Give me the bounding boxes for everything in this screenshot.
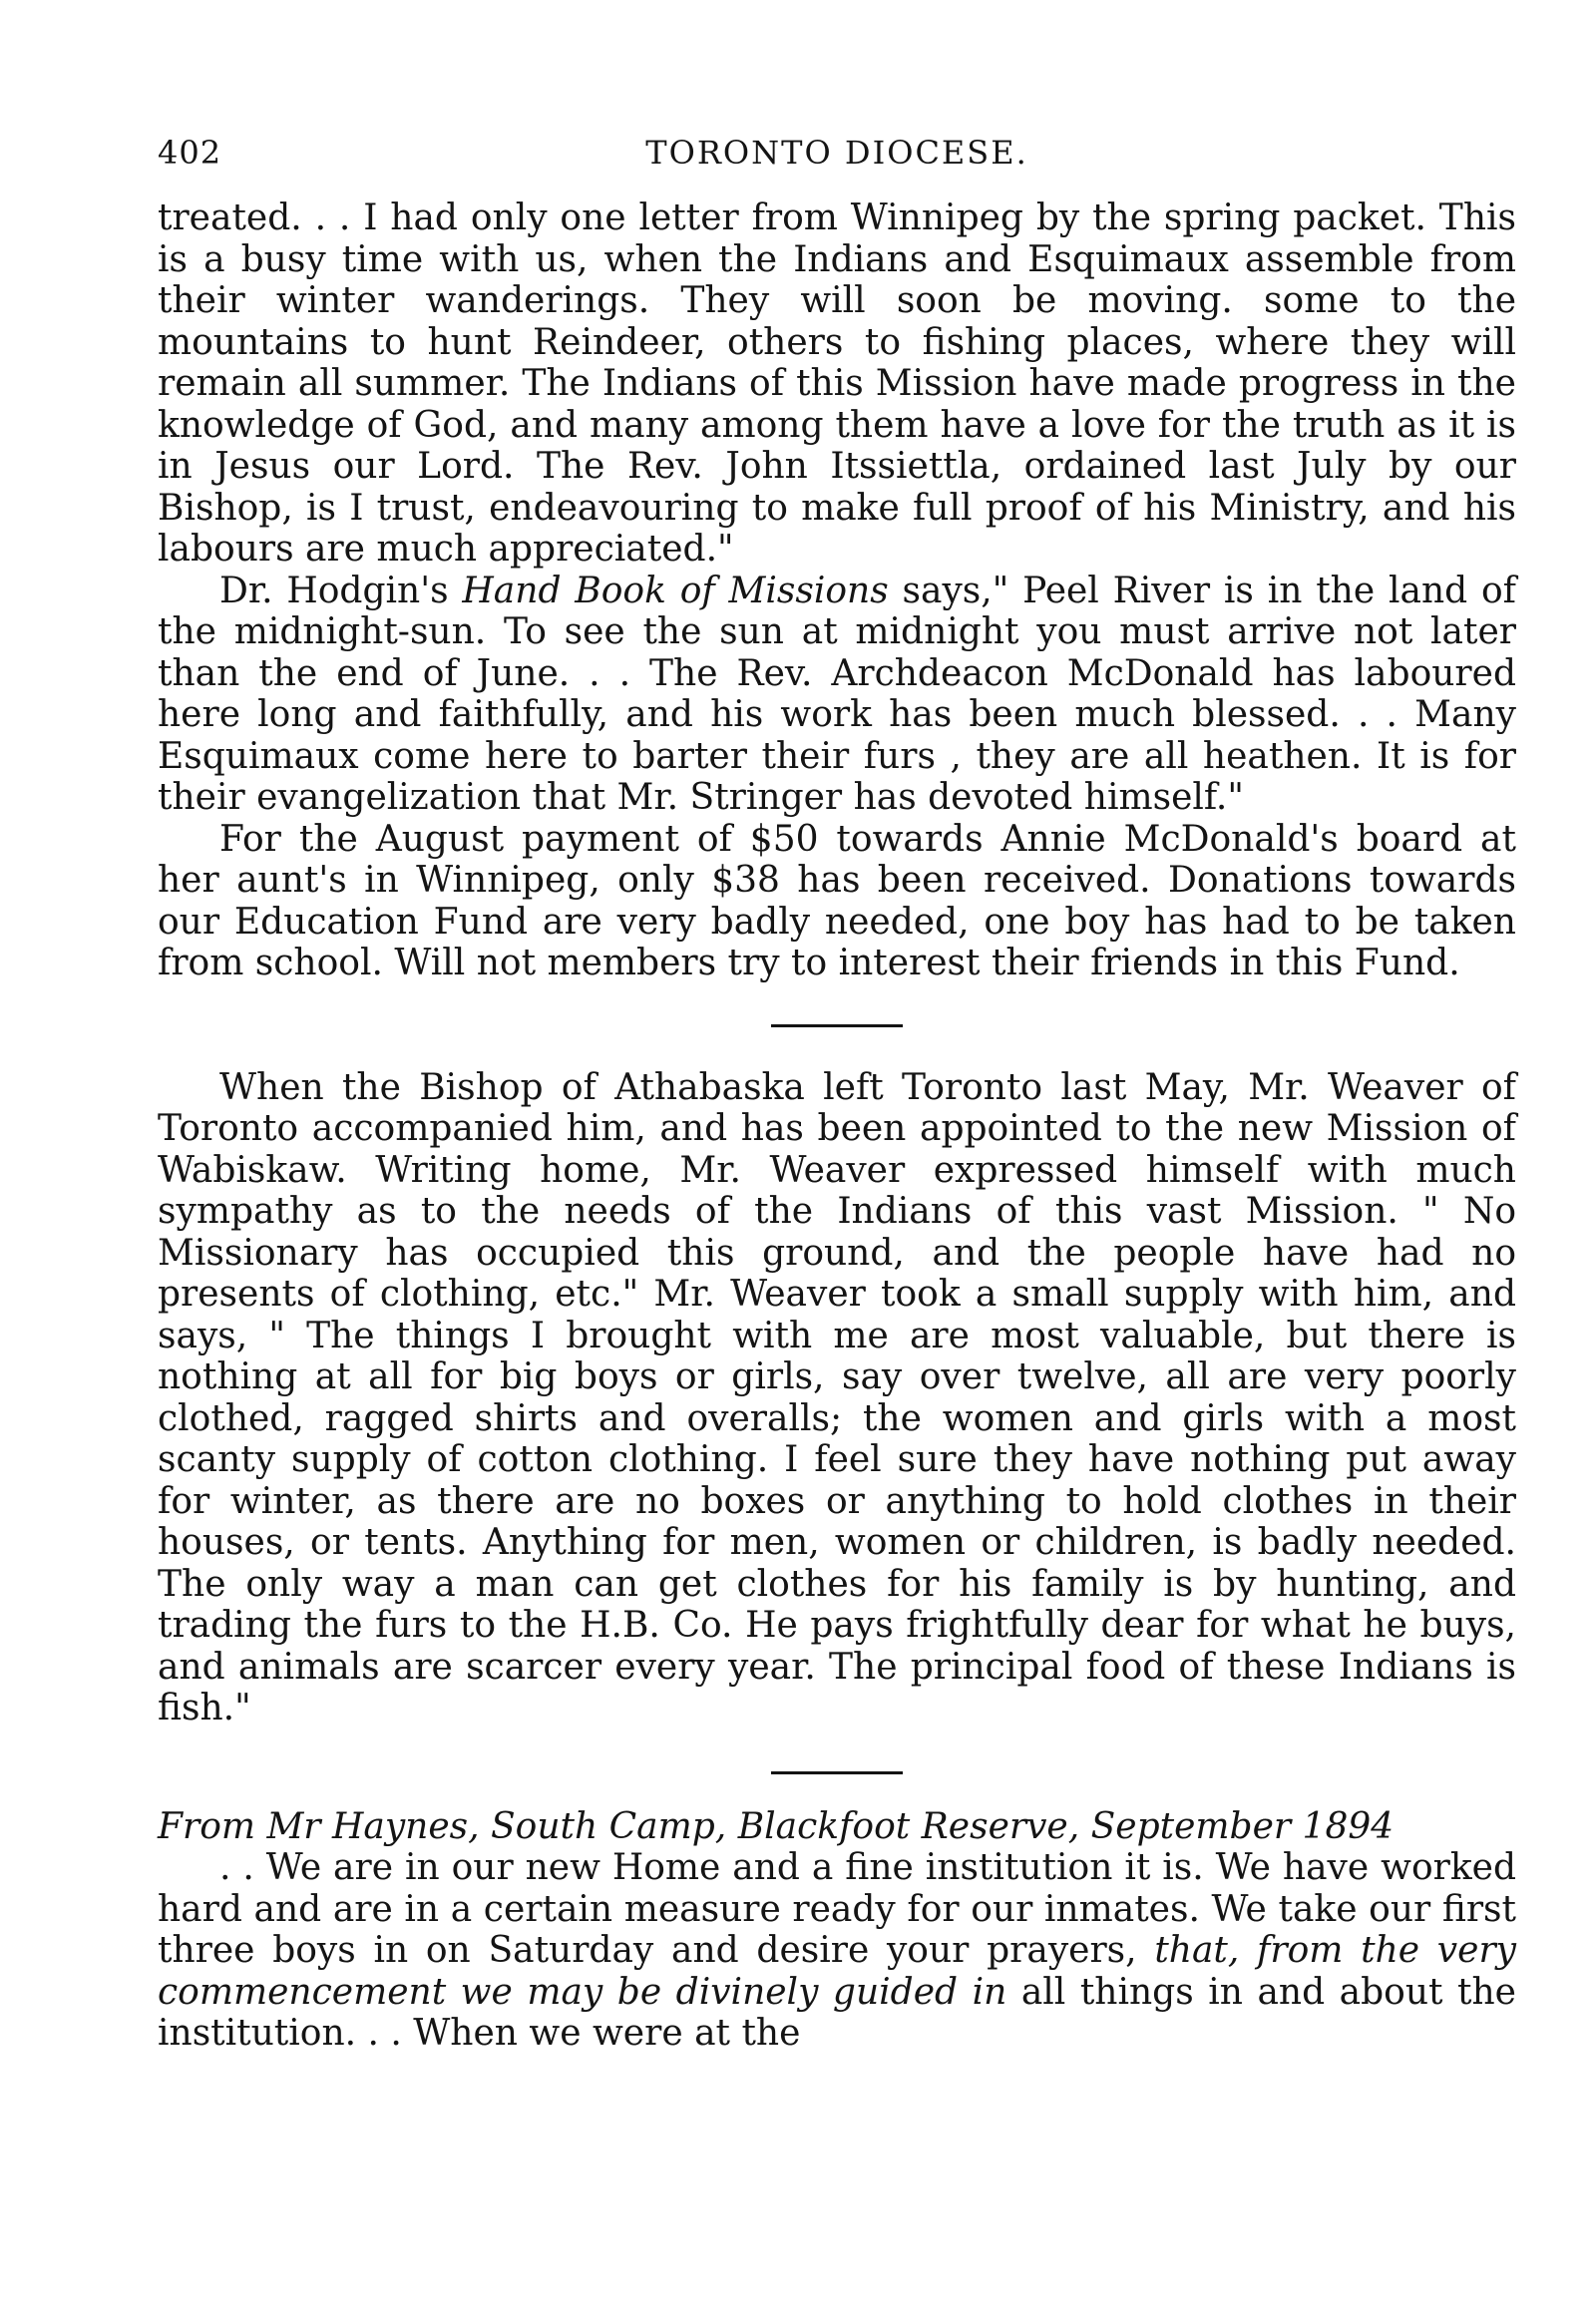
text-run: . . We are in our new Home and a fine institution it is. We have worked hard and are in a certain measure ready for our inmates. We take our first three boys in on Saturday and desire your prayers,	[158, 1847, 1516, 1971]
paragraph-hodgin-hand-book	[158, 571, 1516, 819]
running-head	[158, 126, 1516, 180]
paragraph-bishop-athabaska: When the Bishop of Athabaska left Toronto last May, Mr. Weaver of Toronto accompanied him, and has been appointed to the new Mission of Wabiskaw. Writing home, Mr. Weaver expressed himself with much sympathy as to the needs of the Indians of this vast Mission. " No Missionary has occupied this ground, and the people have had no presents of clothing, etc." Mr. Weaver took a small supply with him, and says, " The things I brought with me are most valuable, but there is nothing at all for big boys or girls, say over twelve, all are very poorly clothed, ragged shirts and overalls; the women and girls with a most scanty supply of cotton clothing. I feel sure they have nothing put away for winter, as there are no boxes or anything to hold clothes in their houses, or tents. Anything for men, women or children, is badly needed. The only way a man can get clothes for his family is by hunting, and trading the furs to the H.B. Co. He pays frightfully dear for what he buys, and animals are scarcer every year. The principal food of these Indians is fish."	[158, 1066, 1516, 1728]
document-page	[158, 126, 1516, 2055]
section-divider	[771, 1024, 903, 1027]
book-title: Hand Book of Missions	[462, 570, 889, 611]
italic-passage: that, from the very commencement we may be divinely guided in	[158, 1930, 1516, 2013]
letter-heading: From Mr Haynes, South Camp, Blackfoot Reserve, September 1894	[158, 1805, 1395, 1847]
body-text	[158, 197, 1516, 2055]
text-run: Dr. Hodgin's	[219, 570, 463, 611]
text-run: says," Peel River is in the land of the midnight-sun. To see the sun at midnight you must arrive not later than the end of June. . . The Rev. Archdeacon McDonald has laboured here long and faithfully, and his work has been much blessed. . . Many Esquimaux come here to barter their furs , they are all heathen. It is for their evangelization that Mr. Stringer has devoted himself."	[158, 570, 1516, 818]
paragraph-haynes-letter	[158, 1847, 1516, 2055]
running-title: TORONTO DIOCESE.	[645, 134, 1028, 172]
paragraph-august-payment: For the August payment of $50 towards Annie McDonald's board at her aunt's in Winnipeg, only $38 has been received. Donations towards our Education Fund are very badly needed, one boy has had to be taken from school. Will not members try to interest their friends in this Fund.	[158, 818, 1516, 983]
section-divider	[771, 1771, 903, 1774]
page-number: 402	[158, 134, 222, 172]
text-run: all things in and about the institution. . . When we were at the	[158, 1971, 1516, 2054]
paragraph-continued-letter: treated. . . I had only one letter from Winnipeg by the spring packet. This is a busy time with us, when the Indians and Esquimaux assemble from their winter wanderings. They will soon be moving. some to the mountains to hunt Reindeer, others to fishing places, where they will remain all summer. The Indians of this Mission have made progress in the knowledge of God, and many among them have a love for the truth as it is in Jesus our Lord. The Rev. John Itssiettla, ordained last July by our Bishop, is I trust, endeavouring to make full proof of his Ministry, and his labours are much appreciated."	[158, 197, 1516, 570]
